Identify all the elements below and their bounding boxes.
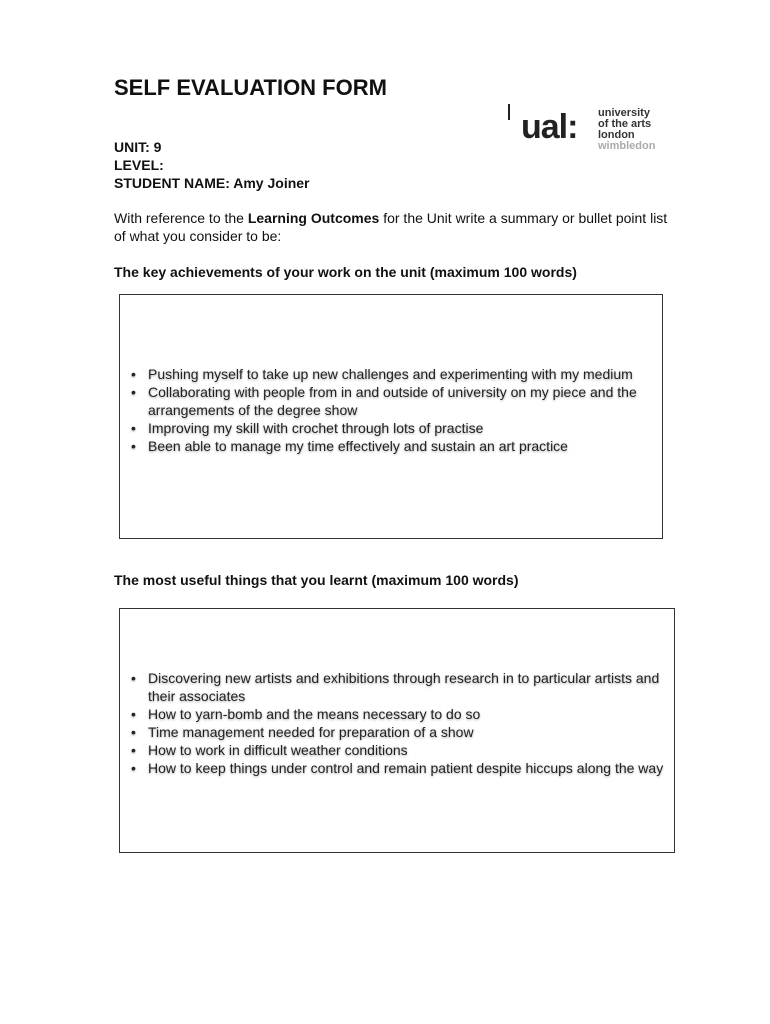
level-field: LEVEL:	[114, 157, 164, 173]
list-item: • Time management needed for preparation of a show	[131, 724, 474, 740]
intro-post: for the Unit write a summary or bullet point list of what you consider to be:	[114, 210, 668, 244]
form-meta	[114, 138, 310, 192]
list-item: • Discovering new artists and exhibitions through research in to particular artists and their associates	[131, 670, 660, 704]
form-title: SELF EVALUATION FORM	[114, 75, 387, 100]
student-name-field: STUDENT NAME: Amy Joiner	[114, 175, 310, 191]
learnt-box	[119, 608, 675, 853]
logo-line-1: university	[598, 107, 650, 119]
logo-line-3: london	[598, 129, 635, 141]
unit-field: UNIT: 9	[114, 139, 162, 155]
list-item: • Improving my skill with crochet through lots of practise	[131, 420, 484, 436]
learnt-heading: The most useful things that you learnt (maximum 100 words)	[114, 572, 519, 588]
logo-line-2: of the arts	[598, 118, 652, 130]
achievements-list	[126, 365, 656, 455]
intro-text	[114, 209, 674, 245]
logo-line-4: wimbledon	[598, 140, 656, 152]
list-item: • How to yarn-bomb and the means necessary to do so	[131, 706, 481, 722]
learnt-list	[126, 669, 668, 777]
intro-bold: Learning Outcomes	[247, 210, 380, 226]
achievements-heading: The key achievements of your work on the unit (maximum 100 words)	[114, 264, 577, 280]
ual-logo	[508, 104, 668, 156]
list-item: • How to work in difficult weather conditions	[131, 742, 408, 758]
intro-pre: With reference to the	[114, 210, 248, 226]
achievements-box	[119, 294, 663, 539]
list-item: • Been able to manage my time effectively and sustain an art practice	[131, 438, 568, 454]
logo-bar	[508, 104, 510, 120]
logo-mark: ual:	[521, 108, 578, 146]
logo-wordmark	[598, 108, 655, 152]
list-item: • Pushing myself to take up new challenges and experimenting with my medium	[131, 366, 633, 382]
list-item: • Collaborating with people from in and outside of university on my piece and the arrangements of the degree show	[131, 384, 637, 418]
list-item: • How to keep things under control and remain patient despite hiccups along the way	[131, 760, 664, 776]
